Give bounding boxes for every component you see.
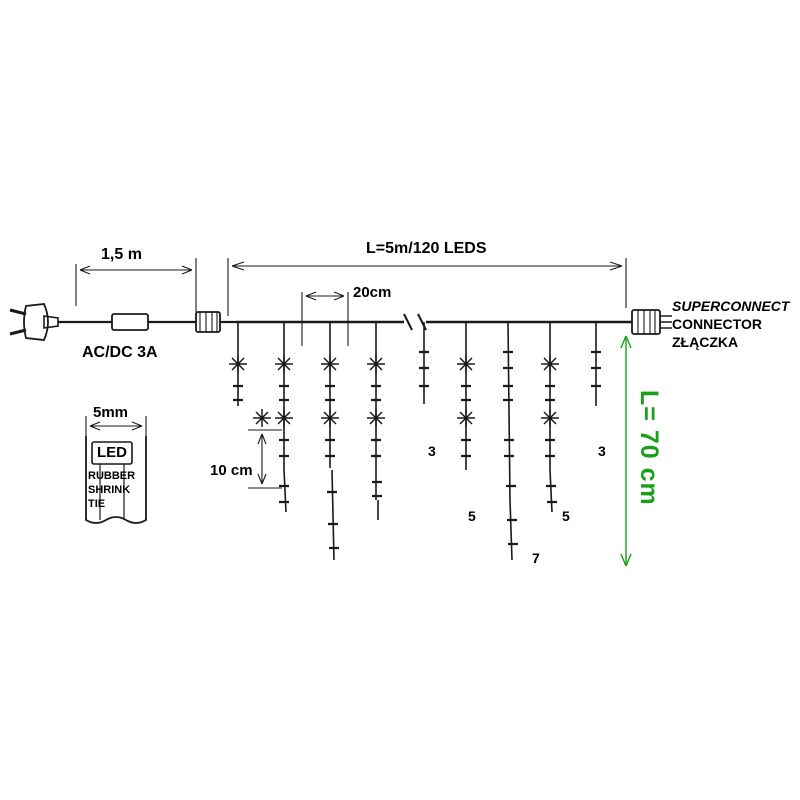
horizontal-spacing-label: 20cm (353, 284, 392, 301)
plug-rating-label: AC/DC 3A (82, 344, 158, 361)
rubber-line3-label: TIE (88, 498, 106, 510)
start-connector-icon (196, 312, 236, 332)
rubber-line1-label: RUBBER (88, 470, 136, 482)
strand-count-2: 5 (468, 508, 476, 524)
lead-length-label: 1,5 m (101, 246, 142, 263)
total-length-label: L=5m/120 LEDS (366, 240, 487, 257)
inline-connector-box (112, 314, 196, 330)
connector-pl-label: ZŁĄCZKA (672, 334, 739, 350)
connector-brand-label: SUPERCONNECT (672, 298, 790, 314)
drop-height-label: L= 70 cm (635, 390, 663, 506)
rubber-line2-label: SHRINK (88, 484, 131, 496)
strand-count-1: 3 (428, 443, 436, 459)
vertical-spacing-label: 10 cm (210, 462, 253, 479)
superconnect-connector-icon (632, 310, 672, 334)
led-box-label: LED (97, 444, 127, 461)
led-width-label: 5mm (93, 404, 129, 421)
strand-count-5: 3 (598, 443, 606, 459)
connector-en-label: CONNECTOR (672, 316, 762, 332)
dimension-lines (76, 258, 631, 566)
power-plug-icon (10, 304, 112, 340)
strand-count-4: 5 (562, 508, 570, 524)
led-bulb-ticks (233, 352, 601, 548)
strand-count-3: 7 (532, 550, 540, 566)
led-strands (238, 322, 596, 560)
main-cable (236, 314, 632, 330)
